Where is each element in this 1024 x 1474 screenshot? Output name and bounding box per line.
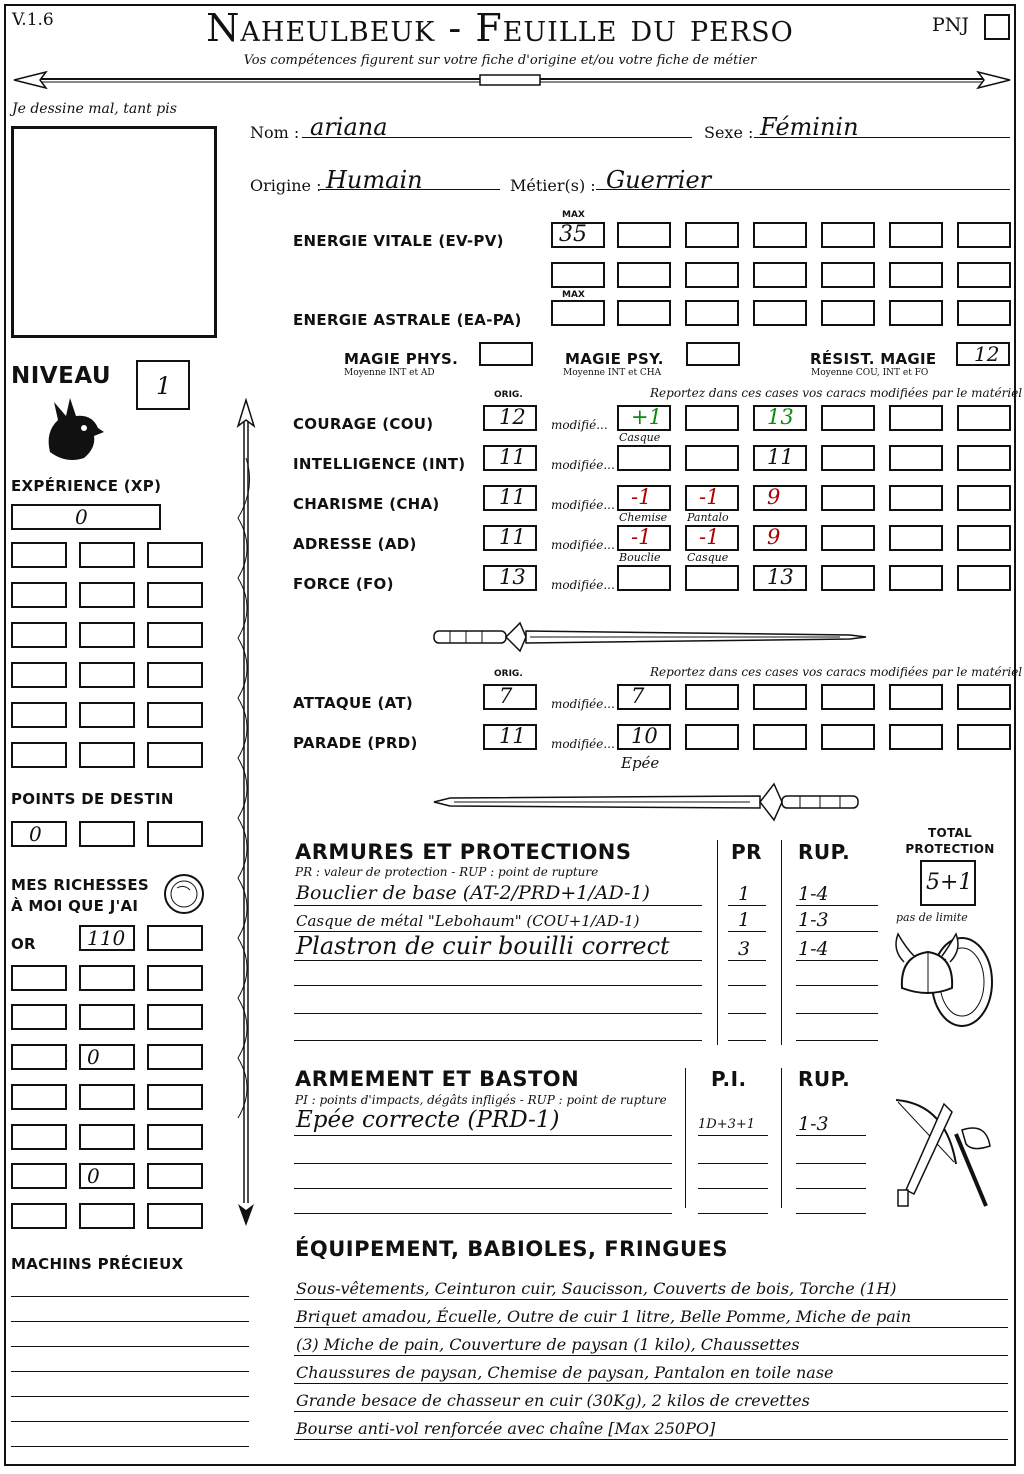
carac-mod-value: -1: [631, 525, 652, 549]
ev-box-1[interactable]: [617, 222, 671, 248]
carac-modifie-label: modifiée...: [551, 458, 615, 472]
xp-grid-box[interactable]: [11, 702, 67, 728]
combat-mod-box[interactable]: [957, 684, 1011, 710]
combat-mod-box[interactable]: [821, 684, 875, 710]
combat-mod-source: Epée: [621, 754, 660, 772]
armures-note: PR : valeur de protection - RUP : point de rupture: [295, 865, 599, 879]
carac-mod-box[interactable]: [889, 445, 943, 471]
carac-mod-box[interactable]: [685, 445, 739, 471]
carac-label: INTELLIGENCE (INT): [293, 455, 466, 473]
carac-mod-box[interactable]: [617, 445, 671, 471]
combat-modifiee-label: modifiée...: [551, 737, 615, 751]
xp-grid-box[interactable]: [79, 622, 135, 648]
combat-mod-box[interactable]: [617, 724, 671, 750]
ea-label: ENERGIE ASTRALE (EA-PA): [293, 311, 522, 329]
argent-grid-box[interactable]: [147, 1124, 203, 1150]
machins-line[interactable]: [11, 1371, 249, 1372]
magie-psy-box[interactable]: [686, 342, 740, 366]
armure-rup-line[interactable]: [796, 960, 878, 961]
resist-magie-label: RÉSIST. MAGIE: [810, 350, 937, 368]
machins-line[interactable]: [11, 1396, 249, 1397]
combat-mod-box[interactable]: [685, 684, 739, 710]
carac-mod-box[interactable]: [753, 445, 807, 471]
arme-pi-line[interactable]: [698, 1135, 768, 1136]
armure-pr[interactable]: 1: [738, 883, 751, 905]
caracs-note: Reportez dans ces cases vos caracs modifiées par le matériel: [650, 386, 1023, 400]
magie-psy-label: MAGIE PSY.: [565, 350, 664, 368]
cuivre-grid-box[interactable]: [11, 1203, 67, 1229]
armure-pr-line[interactable]: [728, 960, 766, 961]
armure-rup-line[interactable]: [796, 1040, 878, 1041]
armure-rup-line[interactable]: [796, 1013, 878, 1014]
xp-grid-box[interactable]: [147, 622, 203, 648]
armures-col-pr: PR: [731, 840, 763, 864]
carac-mod-box[interactable]: [685, 565, 739, 591]
sword-2-icon: [430, 778, 870, 826]
magie-phys-note: Moyenne INT et AD: [344, 368, 435, 378]
xp-grid-box[interactable]: [147, 742, 203, 768]
xp-grid-box[interactable]: [79, 742, 135, 768]
richesses-label-2: À MOI QUE J'AI: [11, 897, 139, 915]
page-subtitle: Vos compétences figurent sur votre fiche d'origine et/ou votre fiche de métier: [243, 53, 757, 68]
carac-orig-box[interactable]: [483, 445, 537, 471]
carac-mod-value: 11: [767, 445, 794, 469]
xp-grid-box[interactable]: [11, 582, 67, 608]
armure-name[interactable]: Plastron de cuir bouilli correct: [296, 932, 670, 960]
machins-line[interactable]: [11, 1296, 249, 1297]
carac-mod-box[interactable]: [617, 525, 671, 551]
ev-box-3[interactable]: [753, 222, 807, 248]
total-protection-note: pas de limite: [896, 911, 968, 924]
carac-modifie-label: modifiée...: [551, 578, 615, 592]
or-grid-box[interactable]: [11, 965, 67, 991]
carac-mod-box[interactable]: [753, 405, 807, 431]
carac-label: ADRESSE (AD): [293, 535, 417, 553]
combat-mod-box[interactable]: [617, 684, 671, 710]
armures-divider-2: [781, 840, 782, 1045]
carac-orig-value: 11: [499, 485, 526, 509]
armure-pr[interactable]: 3: [738, 938, 751, 960]
resist-magie-note: Moyenne COU, INT et FO: [811, 368, 929, 378]
armure-rup-line[interactable]: [796, 931, 878, 932]
nom-value[interactable]: ariana: [310, 113, 388, 141]
or-box[interactable]: [79, 925, 135, 951]
arme-name[interactable]: Epée correcte (PRD-1): [296, 1107, 560, 1133]
money-box[interactable]: [11, 1163, 67, 1189]
carac-mod-value: 9: [767, 525, 781, 549]
argent-grid-box[interactable]: [79, 1084, 135, 1110]
xp-label: EXPÉRIENCE (XP): [11, 477, 162, 495]
carac-mod-box[interactable]: [617, 405, 671, 431]
equipement-text[interactable]: Chaussures de paysan, Chemise de paysan, Pantalon en toile nase: [296, 1363, 834, 1382]
ev-max-label: MAX: [562, 210, 585, 220]
carac-mod-box[interactable]: [889, 405, 943, 431]
metier-label: Métier(s) :: [510, 176, 596, 195]
combat-orig-box[interactable]: [483, 684, 537, 710]
arme-line[interactable]: [294, 1213, 672, 1214]
richesses-label-1: MES RICHESSES: [11, 876, 150, 894]
machins-label: MACHINS PRÉCIEUX: [11, 1255, 184, 1273]
ev-box-5[interactable]: [889, 222, 943, 248]
xp-grid-box[interactable]: [11, 622, 67, 648]
cuivre-box-2[interactable]: [147, 1163, 203, 1189]
arme-rup-line[interactable]: [796, 1213, 866, 1214]
ev-box-6[interactable]: [957, 222, 1011, 248]
ev-box-2[interactable]: [685, 222, 739, 248]
argent-box[interactable]: [79, 1044, 135, 1070]
arme-pi-line[interactable]: [698, 1213, 768, 1214]
combat-mod-box[interactable]: [957, 724, 1011, 750]
or-grid-box[interactable]: [79, 965, 135, 991]
ev-row2-box-4[interactable]: [753, 262, 807, 288]
total-protection-value: 5+1: [926, 870, 973, 895]
version-label: V.1.6: [12, 10, 54, 30]
armure-name[interactable]: Bouclier de base (AT-2/PRD+1/AD-1): [296, 882, 650, 904]
carac-mod-box[interactable]: [957, 525, 1011, 551]
ea-box-1[interactable]: [617, 300, 671, 326]
equipement-line[interactable]: [294, 1411, 1008, 1412]
carac-orig-value: 11: [499, 525, 526, 549]
sexe-label: Sexe :: [704, 123, 754, 142]
carac-mod-box[interactable]: [821, 525, 875, 551]
combat-mod-box[interactable]: [685, 724, 739, 750]
arme-rup-line[interactable]: [796, 1163, 866, 1164]
carac-mod-box[interactable]: [753, 565, 807, 591]
or-grid-box[interactable]: [147, 965, 203, 991]
carac-mod-box[interactable]: [957, 565, 1011, 591]
carac-mod-value: 9: [767, 485, 781, 509]
destin-box-1[interactable]: [11, 821, 67, 847]
machins-line[interactable]: [11, 1321, 249, 1322]
niveau-value: 1: [156, 372, 172, 400]
carac-modifie-label: modifiée...: [551, 498, 615, 512]
carac-mod-source: Pantalo: [687, 511, 729, 524]
carac-label: CHARISME (CHA): [293, 495, 440, 513]
equipement-text[interactable]: Grande besace de chasseur en cuir (30Kg), 2 kilos de crevettes: [296, 1391, 810, 1410]
ev-max-box[interactable]: [551, 222, 605, 248]
pnj-checkbox[interactable]: [984, 14, 1010, 40]
origine-value[interactable]: Humain: [326, 166, 423, 194]
carac-modifie-label: modifié...: [551, 418, 608, 432]
ev-row2-box-3[interactable]: [685, 262, 739, 288]
ea-box-5[interactable]: [889, 300, 943, 326]
carac-orig-box[interactable]: [483, 525, 537, 551]
armure-rup[interactable]: 1-3: [798, 909, 829, 931]
destin-box-3[interactable]: [147, 821, 203, 847]
equipement-title: ÉQUIPEMENT, BABIOLES, FRINGUES: [295, 1237, 728, 1261]
equipement-text[interactable]: Briquet amadou, Écuelle, Outre de cuir 1 litre, Belle Pomme, Miche de pain: [296, 1307, 912, 1326]
armure-rup[interactable]: 1-4: [798, 883, 829, 905]
combat-orig-value: 11: [499, 724, 526, 748]
ea-box-3[interactable]: [753, 300, 807, 326]
armure-line[interactable]: [294, 905, 702, 906]
equipement-line[interactable]: [294, 1383, 1008, 1384]
xp-box[interactable]: [11, 504, 161, 530]
metier-value[interactable]: Guerrier: [606, 166, 712, 194]
arme-rup-line[interactable]: [796, 1188, 866, 1189]
xp-grid-box[interactable]: [11, 742, 67, 768]
equipement-line[interactable]: [294, 1439, 1008, 1440]
combat-mod-box[interactable]: [753, 724, 807, 750]
armure-pr-line[interactable]: [728, 985, 766, 986]
or-grid-box[interactable]: [11, 1004, 67, 1030]
portrait-box[interactable]: [11, 126, 217, 338]
armure-line[interactable]: [294, 1040, 702, 1041]
carac-mod-box[interactable]: [617, 485, 671, 511]
carac-mod-box[interactable]: [957, 405, 1011, 431]
carac-mod-box[interactable]: [889, 485, 943, 511]
weapons-icon: [886, 1094, 1004, 1214]
ea-box-4[interactable]: [821, 300, 875, 326]
xp-grid-box[interactable]: [147, 582, 203, 608]
coin-icon: [162, 872, 206, 916]
armement-divider-1: [685, 1068, 686, 1208]
ev-row2-box-6[interactable]: [889, 262, 943, 288]
carac-mod-box[interactable]: [753, 525, 807, 551]
total-protection-label-2: PROTECTION: [905, 842, 995, 856]
ea-max-label: MAX: [562, 290, 585, 300]
arme-rup[interactable]: 1-3: [798, 1113, 829, 1135]
xp-grid-box[interactable]: [147, 542, 203, 568]
armure-pr-line[interactable]: [728, 1040, 766, 1041]
money-box[interactable]: [11, 1044, 67, 1070]
carac-mod-value: -1: [699, 485, 720, 509]
armure-rup-line[interactable]: [796, 985, 878, 986]
combat-label: ATTAQUE (AT): [293, 694, 414, 712]
niveau-box[interactable]: [136, 360, 190, 410]
carac-mod-box[interactable]: [753, 485, 807, 511]
magie-phys-label: MAGIE PHYS.: [344, 350, 459, 368]
carac-mod-value: -1: [631, 485, 652, 509]
carac-mod-box[interactable]: [685, 525, 739, 551]
nom-label: Nom :: [250, 123, 300, 142]
helmet-shield-icon: [888, 926, 1000, 1036]
equipement-line[interactable]: [294, 1299, 1008, 1300]
combat-label: PARADE (PRD): [293, 734, 418, 752]
armement-col-pi: P.I.: [711, 1067, 747, 1091]
sword-icon: [430, 617, 870, 659]
armure-line[interactable]: [294, 985, 702, 986]
machins-line[interactable]: [11, 1346, 249, 1347]
argent-grid-box[interactable]: [11, 1124, 67, 1150]
carac-mod-source: Casque: [619, 431, 661, 444]
armures-title: ARMURES ET PROTECTIONS: [295, 840, 632, 864]
combat-modifiee-label: modifiée...: [551, 697, 615, 711]
combat-mod-value: 10: [631, 724, 658, 748]
armures-divider-1: [717, 840, 718, 1045]
ea-box-6[interactable]: [957, 300, 1011, 326]
arme-pi[interactable]: 1D+3+1: [698, 1117, 756, 1132]
resist-magie-box[interactable]: [956, 342, 1010, 366]
carac-mod-box[interactable]: [957, 445, 1011, 471]
sexe-value[interactable]: Féminin: [760, 113, 859, 141]
ev-max-value: 35: [559, 222, 587, 247]
armure-rup[interactable]: 1-4: [798, 938, 829, 960]
spear-vertical-icon: [230, 398, 262, 1228]
or-grid-box[interactable]: [79, 1004, 135, 1030]
arme-pi-line[interactable]: [698, 1188, 768, 1189]
ea-box-2[interactable]: [685, 300, 739, 326]
equipement-line[interactable]: [294, 1327, 1008, 1328]
carac-mod-source: Bouclie: [619, 551, 661, 564]
xp-grid-box[interactable]: [79, 662, 135, 688]
argent-grid-box[interactable]: [79, 1124, 135, 1150]
armure-pr-line[interactable]: [728, 931, 766, 932]
armure-name[interactable]: Casque de métal "Lebohaum" (COU+1/AD-1): [296, 912, 640, 930]
armement-divider-2: [781, 1068, 782, 1208]
xp-value: 0: [75, 505, 88, 529]
combat-mod-box[interactable]: [889, 724, 943, 750]
armure-rup-line[interactable]: [796, 905, 878, 906]
cuivre-value: 0: [87, 1164, 100, 1188]
ea-max-box[interactable]: [551, 300, 605, 326]
argent-grid-box[interactable]: [147, 1084, 203, 1110]
carac-modifie-label: modifiée...: [551, 538, 615, 552]
carac-mod-box[interactable]: [617, 565, 671, 591]
total-protection-box[interactable]: [920, 860, 976, 906]
combat-mod-value: 7: [631, 684, 645, 708]
ev-row2-box-7[interactable]: [957, 262, 1011, 288]
carac-mod-source: Chemise: [619, 511, 668, 524]
carac-orig-value: 13: [499, 565, 526, 589]
pnj-label: PNJ: [932, 14, 970, 36]
carac-mod-box[interactable]: [889, 525, 943, 551]
or-label: OR: [11, 935, 36, 953]
combat-mod-box[interactable]: [821, 724, 875, 750]
armure-pr[interactable]: 1: [738, 909, 751, 931]
carac-mod-box[interactable]: [685, 405, 739, 431]
armure-pr-line[interactable]: [728, 1013, 766, 1014]
armure-pr-line[interactable]: [728, 905, 766, 906]
origine-label: Origine :: [250, 176, 322, 195]
orig-label: ORIG.: [494, 390, 523, 400]
page-title: Naheulbeuk - Feuille du perso: [206, 6, 794, 50]
carac-mod-box[interactable]: [821, 405, 875, 431]
xp-grid-box[interactable]: [79, 542, 135, 568]
arme-rup-line[interactable]: [796, 1135, 866, 1136]
argent-grid-box[interactable]: [11, 1084, 67, 1110]
xp-grid-box[interactable]: [79, 702, 135, 728]
magie-psy-note: Moyenne INT et CHA: [563, 368, 662, 378]
or-box-2[interactable]: [147, 925, 203, 951]
ev-row2-box-5[interactable]: [821, 262, 875, 288]
argent-value: 0: [87, 1045, 100, 1069]
armement-col-rup: RUP.: [798, 1067, 851, 1091]
ev-row2-box-1[interactable]: [551, 262, 605, 288]
spear-divider-icon: [10, 68, 1014, 90]
equipement-line[interactable]: [294, 1355, 1008, 1356]
destin-box-2[interactable]: [79, 821, 135, 847]
cuivre-box[interactable]: [79, 1163, 135, 1189]
carac-mod-box[interactable]: [821, 445, 875, 471]
machins-line[interactable]: [11, 1446, 249, 1447]
combat-orig-value: 7: [499, 684, 513, 708]
argent-box-2[interactable]: [147, 1044, 203, 1070]
xp-grid-box[interactable]: [11, 662, 67, 688]
carac-mod-value: -1: [699, 525, 720, 549]
carac-mod-value: 13: [767, 565, 794, 589]
armement-note: PI : points d'impacts, dégâts infligés - RUP : point de rupture: [295, 1093, 667, 1107]
combat-mod-box[interactable]: [753, 684, 807, 710]
carac-label: COURAGE (COU): [293, 415, 434, 433]
equipement-text[interactable]: (3) Miche de pain, Couverture de paysan (1 kilo), Chaussettes: [296, 1335, 800, 1354]
armure-line[interactable]: [294, 1013, 702, 1014]
carac-mod-box[interactable]: [821, 485, 875, 511]
combat-orig-label: ORIG.: [494, 669, 523, 679]
or-value: 110: [87, 926, 126, 950]
ev-box-4[interactable]: [821, 222, 875, 248]
carac-orig-box[interactable]: [483, 565, 537, 591]
carac-orig-box[interactable]: [483, 405, 537, 431]
carac-mod-value: +1: [631, 405, 662, 429]
destin-label: POINTS DE DESTIN: [11, 790, 174, 808]
or-grid-box[interactable]: [147, 1004, 203, 1030]
xp-grid-box[interactable]: [79, 582, 135, 608]
equipement-text[interactable]: Sous-vêtements, Ceinturon cuir, Saucisson, Couverts de bois, Torche (1H): [296, 1279, 897, 1298]
cuivre-grid-box[interactable]: [79, 1203, 135, 1229]
machins-line[interactable]: [11, 1421, 249, 1422]
total-protection-label-1: TOTAL: [927, 826, 973, 840]
armures-col-rup: RUP.: [798, 840, 851, 864]
dragon-icon: [40, 392, 106, 464]
resist-magie-value: 12: [974, 342, 1000, 366]
ev-row2-box-2[interactable]: [617, 262, 671, 288]
arme-line[interactable]: [294, 1188, 672, 1189]
equipement-text[interactable]: Bourse anti-vol renforcée avec chaîne [Max 250PO]: [296, 1419, 716, 1438]
combat-mod-box[interactable]: [889, 684, 943, 710]
carac-mod-box[interactable]: [685, 485, 739, 511]
arme-pi-line[interactable]: [698, 1163, 768, 1164]
carac-mod-box[interactable]: [889, 565, 943, 591]
combat-orig-box[interactable]: [483, 724, 537, 750]
carac-mod-box[interactable]: [821, 565, 875, 591]
carac-mod-value: 13: [767, 405, 794, 429]
ev-label: ENERGIE VITALE (EV-PV): [293, 232, 504, 250]
carac-mod-box[interactable]: [957, 485, 1011, 511]
xp-grid-box[interactable]: [147, 662, 203, 688]
xp-grid-box[interactable]: [147, 702, 203, 728]
carac-orig-value: 12: [499, 405, 526, 429]
carac-orig-value: 11: [499, 445, 526, 469]
arme-line[interactable]: [294, 1135, 672, 1136]
destin-value: 0: [29, 822, 42, 846]
xp-grid-box[interactable]: [11, 542, 67, 568]
arme-line[interactable]: [294, 1163, 672, 1164]
armure-line[interactable]: [294, 960, 702, 961]
carac-label: FORCE (FO): [293, 575, 394, 593]
carac-mod-source: Casque: [687, 551, 729, 564]
niveau-label: NIVEAU: [11, 363, 112, 389]
portrait-caption: Je dessine mal, tant pis: [12, 101, 177, 117]
carac-orig-box[interactable]: [483, 485, 537, 511]
armement-title: ARMEMENT ET BASTON: [295, 1067, 580, 1091]
combat-note: Reportez dans ces cases vos caracs modifiées par le matériel: [650, 665, 1023, 679]
magie-phys-box[interactable]: [479, 342, 533, 366]
cuivre-grid-box[interactable]: [147, 1203, 203, 1229]
